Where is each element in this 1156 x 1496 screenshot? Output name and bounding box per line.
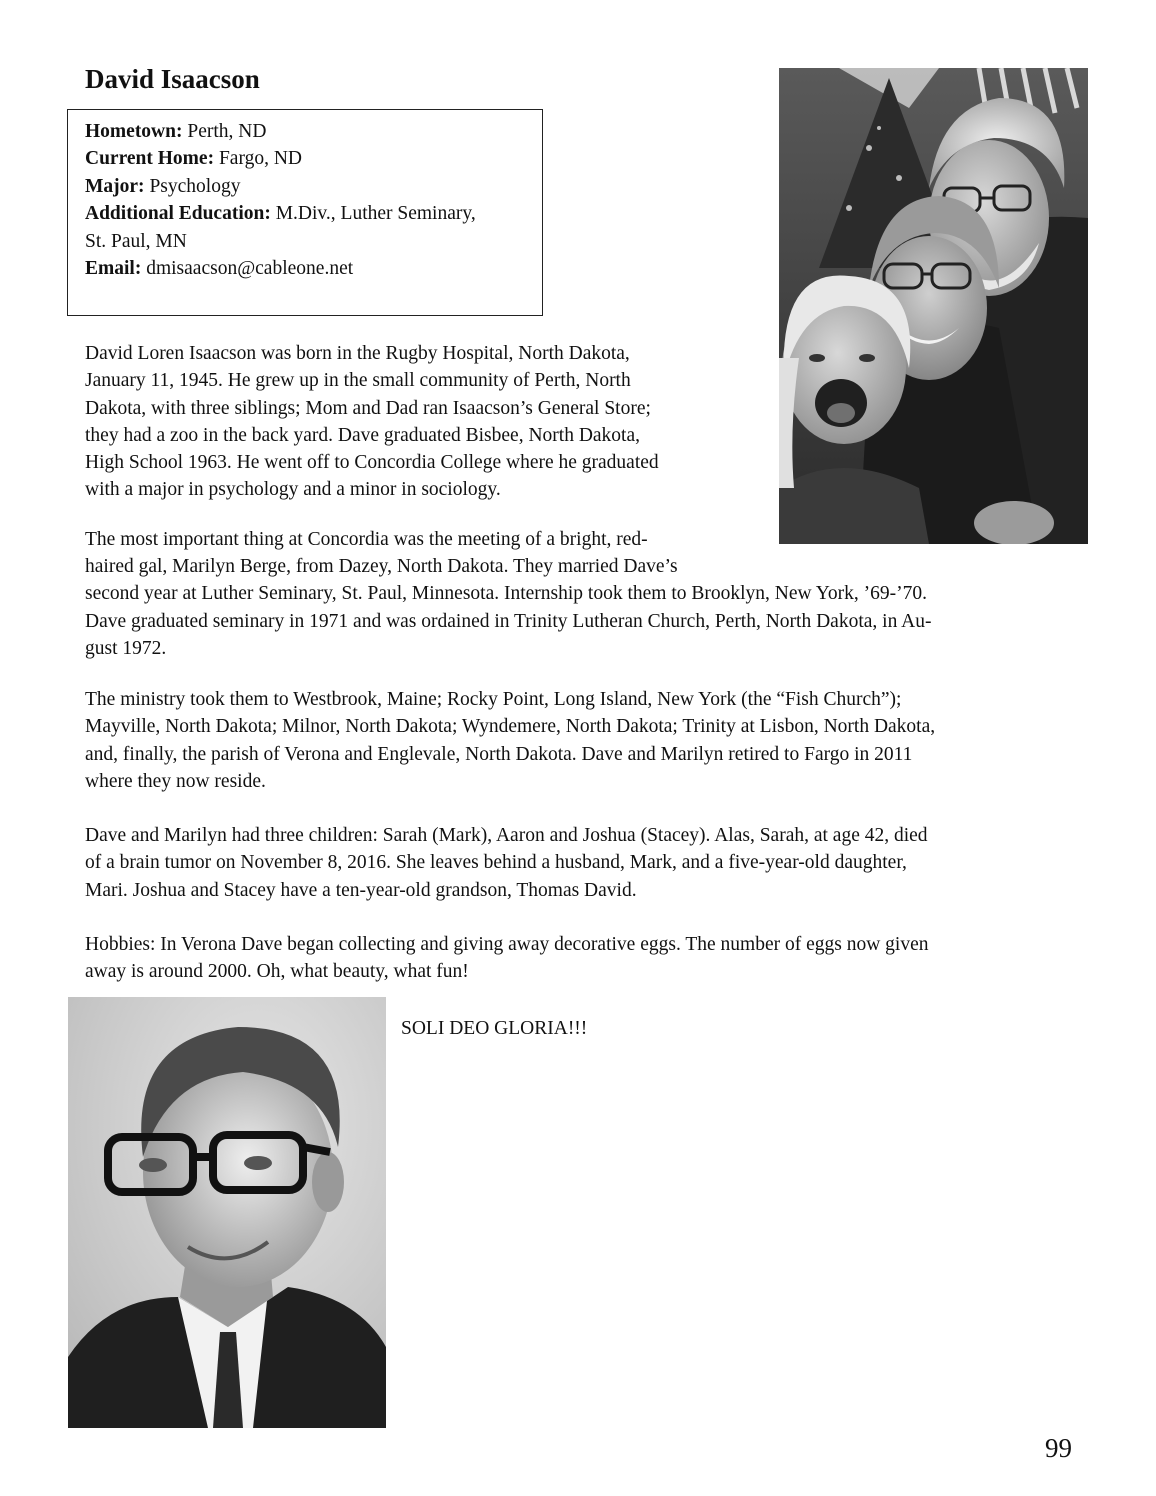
info-value: M.Div., Luther Seminary, [270,203,476,225]
page-number: 99 [1045,1433,1072,1463]
text-line: gust 1972. [85,637,167,659]
info-value: Psychology [144,175,241,197]
info-label: Major: [85,175,145,197]
text-line: David Loren Isaacson was born in the Rugby Hospital, North Dakota, [85,343,630,364]
text-line: The most important thing at Concordia was the meeting of a bright, red- [85,529,648,550]
info-label: Email: [85,258,142,280]
info-major [85,173,542,200]
text-line: of a brain tumor on November 8, 2016. She leaves behind a husband, Mark, and a five-year-old daughter, [85,852,907,874]
info-label: Additional Education: [85,203,271,225]
info-additional-education-cont [85,228,542,255]
info-value: St. Paul, MN [85,230,187,252]
text-line: they had a zoo in the back yard. Dave graduated Bisbee, North Dakota, [85,424,641,446]
info-value: Perth, ND [182,121,267,142]
text-line: Dave and Marilyn had three children: Sarah (Mark), Aaron and Joshua (Stacey). Alas, Sarah, at age 42, died [85,825,928,846]
text-line: The ministry took them to Westbrook, Maine; Rocky Point, Long Island, New York (the “Fish Church”); [85,689,902,710]
text-line: High School 1963. He went off to Concordia College where he graduated [85,452,659,474]
text-line: Hobbies: In Verona Dave began collecting and giving away decorative eggs. The number of eggs now given [85,934,929,955]
page-title: David Isaacson [85,64,260,94]
text-line: second year at Luther Seminary, St. Paul, Minnesota. Internship took them to Brooklyn, New York, ’69-’70. [85,583,927,605]
text-line: Dakota, with three siblings; Mom and Dad ran Isaacson’s General Store; [85,397,651,419]
info-hometown [85,118,542,145]
text-line: haired gal, Marilyn Berge, from Dazey, North Dakota. They married Dave’s [85,556,678,577]
text-line: where they now reside. [85,770,266,792]
paragraph-marriage-start [85,526,785,553]
text-line: January 11, 1945. He grew up in the small community of Perth, North [85,370,631,392]
text-line: and, finally, the parish of Verona and Englevale, North Dakota. Dave and Marilyn retired to Fargo in 2011 [85,743,913,765]
text-line: away is around 2000. Oh, what beauty, what fun! [85,961,469,983]
text-line: with a major in psychology and a minor in sociology. [85,479,501,501]
info-box [67,109,543,316]
info-value: dmisaacson@cableone.net [141,258,354,280]
paragraph-ministry [85,686,1085,795]
info-current-home [85,145,542,172]
info-label: Current Home: [85,148,215,170]
text-line: Mayville, North Dakota; Milnor, North Dakota; Wyndemere, North Dakota; Trinity at Lisbon, North Dakota, [85,716,936,738]
family-photo [779,68,1088,544]
paragraph-family [85,822,1085,904]
info-additional-education [85,200,542,227]
text-line: Mari. Joshua and Stacey have a ten-year-old grandson, Thomas David. [85,879,637,901]
yearbook-photo [68,997,386,1428]
info-email [85,255,542,282]
paragraph-early-life [85,340,765,504]
info-label: Hometown: [85,121,183,142]
paragraph-marriage [85,553,1075,662]
info-value: Fargo, ND [214,148,303,170]
closing-text: SOLI DEO GLORIA!!! [401,1018,588,1039]
paragraph-hobbies [85,931,1085,986]
text-line: Dave graduated seminary in 1971 and was ordained in Trinity Lutheran Church, Perth, North Dakota, in Au- [85,610,932,632]
